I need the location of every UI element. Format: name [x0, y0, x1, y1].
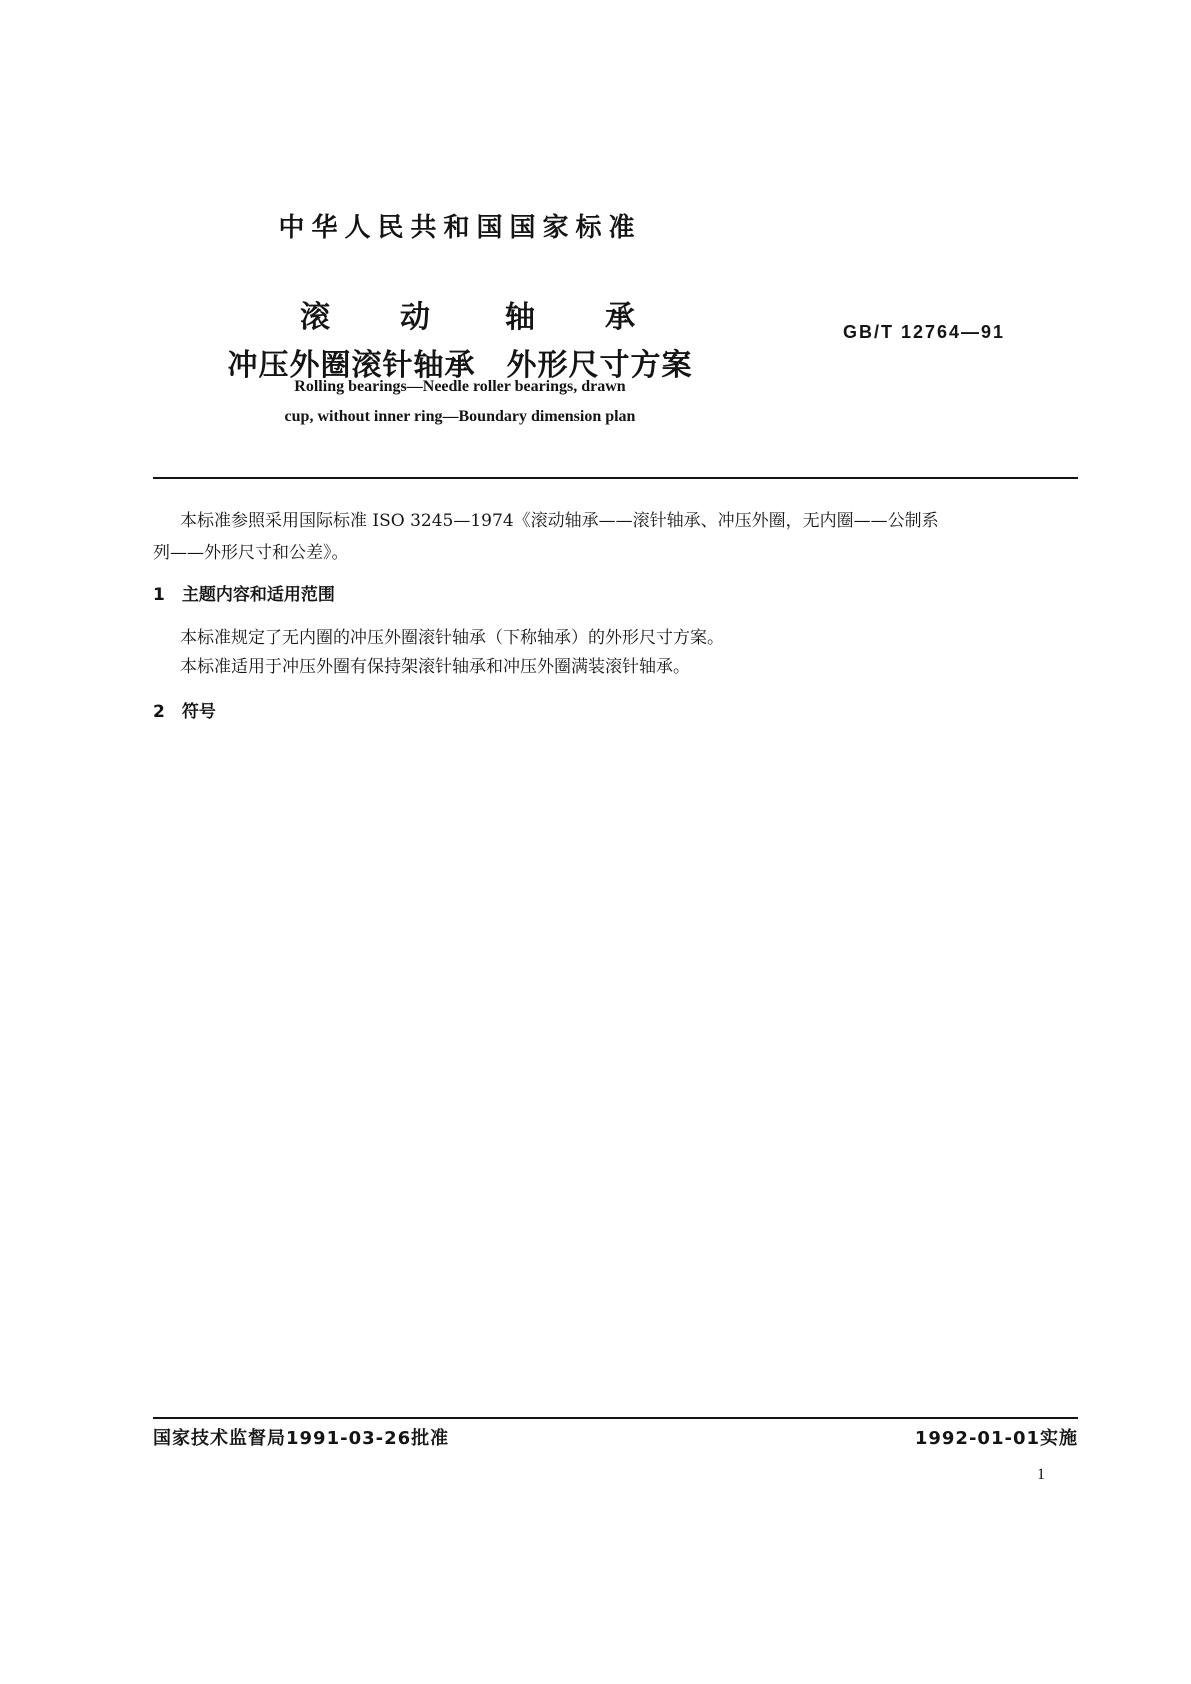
title-word-3: 轴: [505, 300, 535, 335]
intro-paragraph-line-1: 本标准参照采用国际标准 ISO 3245—1974《滚动轴承——滚针轴承、冲压外圈，无内圈——公制系: [180, 511, 939, 531]
header-divider: [153, 477, 1078, 479]
title-word-4: 承: [605, 300, 635, 335]
english-title-line-1: Rolling bearings—Needle roller bearings, drawn: [294, 378, 626, 395]
implementation-date: 1992-01-01实施: [914, 1428, 1078, 1449]
national-standard-heading: 中华人民共和国国家标准: [278, 213, 642, 243]
title-word-1: 滚: [300, 300, 330, 335]
footer-divider: [153, 1417, 1078, 1419]
intro-paragraph-line-2: 列——外形尺寸和公差》。: [153, 543, 349, 563]
standard-code: GB/T 12764—91: [843, 322, 1006, 342]
title-word-2: 动: [400, 300, 430, 335]
section-1-paragraph-2: 本标准适用于冲压外圈有保持架滚针轴承和冲压外圈满装滚针轴承。: [180, 657, 690, 677]
english-title-line-2: cup, without inner ring—Boundary dimension plan: [284, 408, 636, 425]
section-1-paragraph-1: 本标准规定了无内圈的冲压外圈滚针轴承（下称轴承）的外形尺寸方案。: [180, 628, 724, 648]
approval-statement: 国家技术监督局1991-03-26批准: [153, 1428, 450, 1449]
section-1-heading: 1 主题内容和适用范围: [153, 585, 335, 605]
document-subtitle: 冲压外圈滚针轴承 外形尺寸方案: [227, 348, 693, 383]
section-2-heading: 2 符号: [153, 702, 216, 722]
page-number: 1: [1037, 1466, 1045, 1483]
